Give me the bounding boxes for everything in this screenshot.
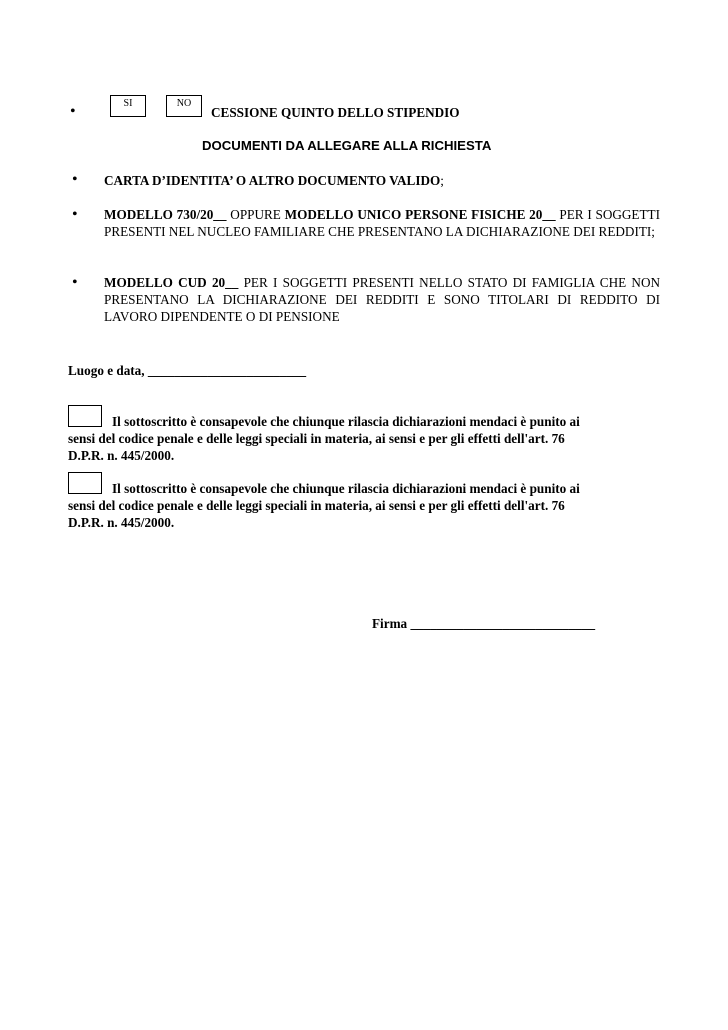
place-date-field[interactable]: Luogo e data, ________________________ (68, 363, 307, 378)
document-cud-bold: MODELLO CUD 20__ (104, 275, 239, 290)
document-identity-rest: ; (440, 173, 444, 188)
document-cud-rest: PER I SOGGETTI PRESENTI NELLO STATO DI FAMIGLIA CHE NON PRESENTANO LA DICHIARAZIONE DEI REDDITI E SONO TITOLARI DI REDDITO DI LAVORO DIPENDENTE O DI PENSIONE (104, 275, 660, 324)
document-730-or: OPPURE (226, 207, 285, 222)
document-unico-bold: MODELLO UNICO PERSONE FISICHE 20__ (284, 207, 556, 222)
declaration-1-line2: sensi del codice penale e delle leggi speciali in materia, ai sensi e per gli effetti dell'art. 76 (68, 431, 565, 446)
declaration-2 (68, 480, 668, 531)
si-checkbox[interactable] (110, 95, 146, 117)
bullet-icon: • (72, 206, 78, 223)
bullet-icon: • (72, 274, 78, 291)
bullet-icon: • (72, 171, 78, 188)
declaration-1-line1: Il sottoscritto è consapevole che chiunque rilascia dichiarazioni mendaci è punito ai (112, 414, 580, 429)
document-730-bold: MODELLO 730/20__ (104, 207, 227, 222)
document-identity-bold: CARTA D’IDENTITA’ O ALTRO DOCUMENTO VALIDO (104, 173, 441, 188)
declaration-1 (68, 413, 668, 464)
declaration-1-line3: D.P.R. n. 445/2000. (68, 448, 175, 463)
declaration-2-line1: Il sottoscritto è consapevole che chiunque rilascia dichiarazioni mendaci è punito ai (112, 481, 580, 496)
no-checkbox[interactable] (166, 95, 202, 117)
document-item-identity (104, 172, 660, 189)
option-title: CESSIONE QUINTO DELLO STIPENDIO (211, 105, 460, 120)
declaration-2-line2: sensi del codice penale e delle leggi speciali in materia, ai sensi e per gli effetti dell'art. 76 (68, 498, 565, 513)
declaration-2-line3: D.P.R. n. 445/2000. (68, 515, 175, 530)
bullet-icon: • (70, 103, 76, 120)
no-label: NO (176, 98, 192, 109)
document-730-rest: PER I SOGGETTI PRESENTI NEL NUCLEO FAMILIARE CHE PRESENTANO LA DICHIARAZIONE DEI REDDITI; (104, 207, 660, 239)
document-item-cud (104, 274, 660, 325)
signature-field[interactable]: Firma ____________________________ (372, 616, 596, 631)
document-item-730 (104, 206, 660, 240)
section-heading: DOCUMENTI DA ALLEGARE ALLA RICHIESTA (202, 138, 492, 153)
si-label: SI (123, 98, 133, 109)
